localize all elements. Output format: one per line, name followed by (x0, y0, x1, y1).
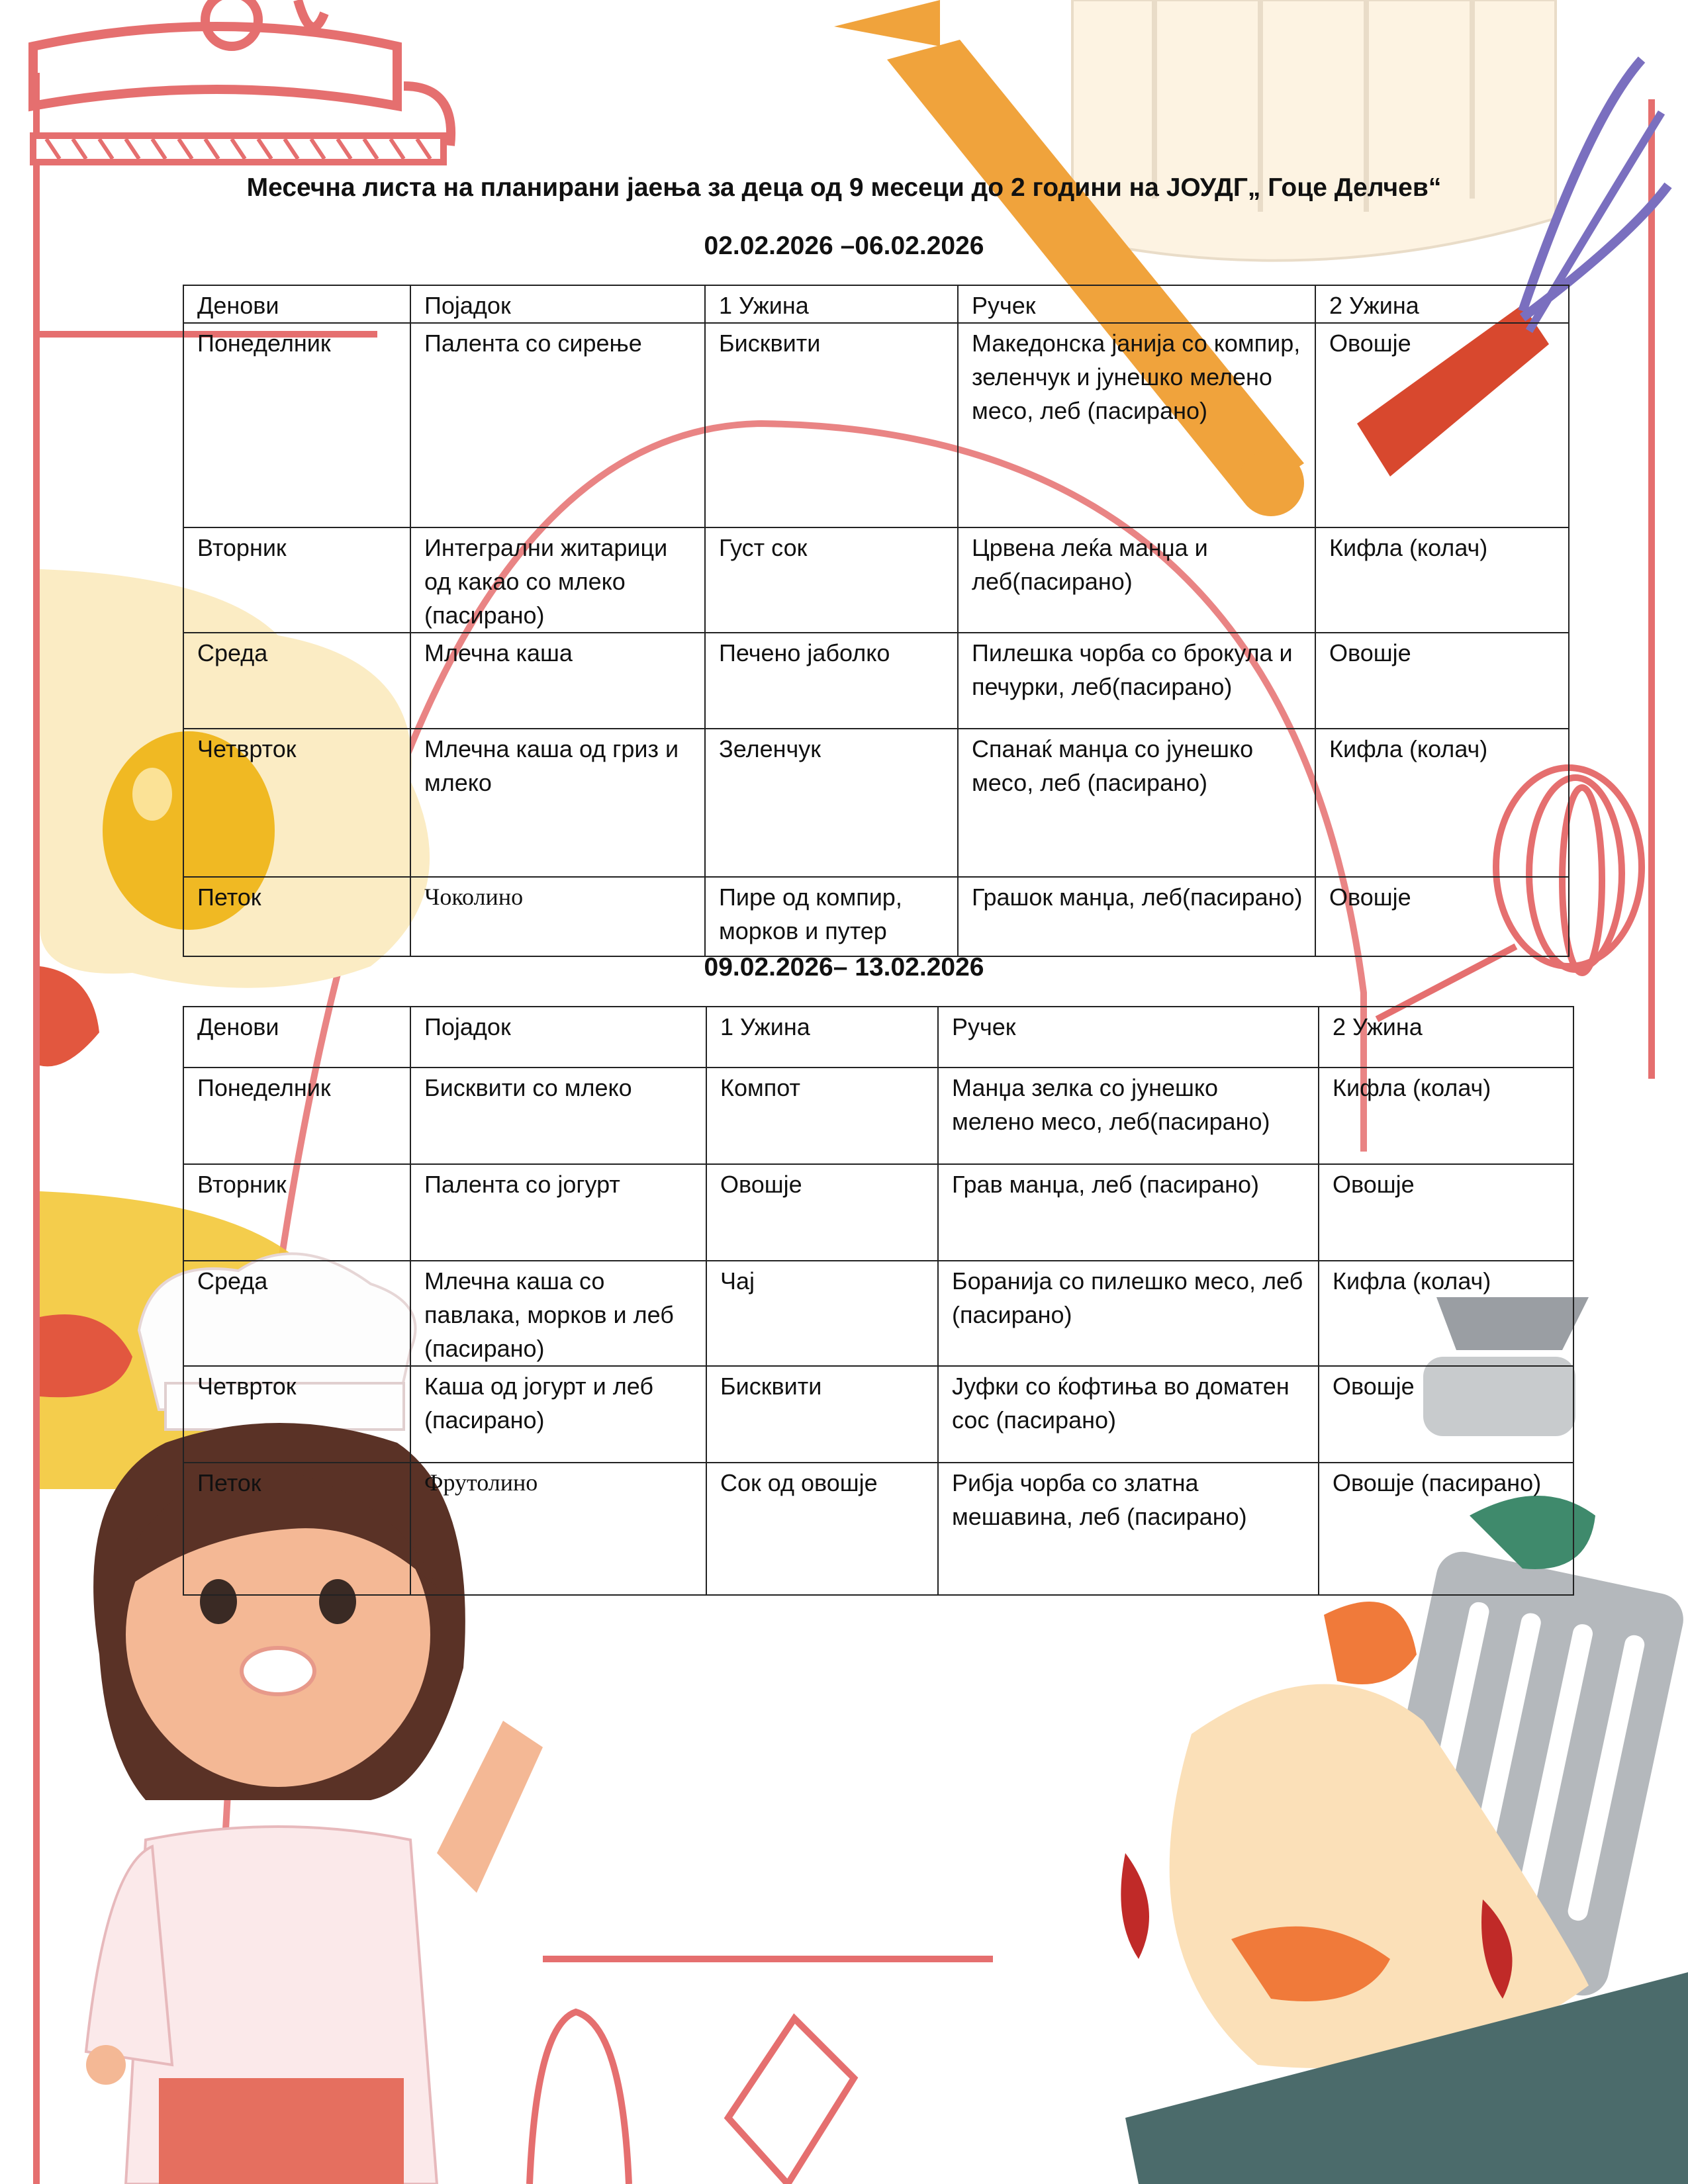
table-header-row (183, 1007, 1573, 1068)
breakfast-cell: Бисквити со млеко (410, 1068, 706, 1164)
week-2-menu-table (183, 1006, 1574, 1596)
snack-2-cell: Кифла (колач) (1319, 1261, 1573, 1366)
day-cell: Вторник (183, 527, 410, 633)
lunch-cell: Пилешка чорба со брокула и печурки, леб(пасирано) (958, 633, 1315, 729)
table-row (183, 877, 1569, 956)
lunch-cell: Македонска јанија со компир, зеленчук и јунешко мелено месо, леб (пасирано) (958, 323, 1315, 527)
table-row (183, 527, 1569, 633)
header-days: Денови (183, 1007, 410, 1068)
header-snack-2: 2 Ужина (1315, 285, 1569, 323)
table-row (183, 633, 1569, 729)
snack-1-cell: Густ сок (705, 527, 958, 633)
day-cell: Понеделник (183, 323, 410, 527)
breakfast-cell: Палента со јогурт (410, 1164, 706, 1261)
day-cell: Четврток (183, 1366, 410, 1463)
header-lunch: Ручек (938, 1007, 1319, 1068)
day-cell: Четврток (183, 729, 410, 877)
breakfast-cell: Млечна каша (410, 633, 705, 729)
snack-1-cell: Бисквити (706, 1366, 938, 1463)
snack-2-cell: Овошје (1319, 1164, 1573, 1261)
breakfast-cell: Интегрални житарици од какао со млеко (пасирано) (410, 527, 705, 633)
breakfast-cell: Фрутолино (410, 1463, 706, 1595)
table-row (183, 1463, 1573, 1595)
breakfast-cell: Млечна каша од гриз и млеко (410, 729, 705, 877)
day-cell: Среда (183, 633, 410, 729)
day-cell: Вторник (183, 1164, 410, 1261)
table-row (183, 1164, 1573, 1261)
snack-2-cell: Овошје (пасирано) (1319, 1463, 1573, 1595)
snack-2-cell: Овошје (1315, 323, 1569, 527)
header-breakfast: Појадок (410, 1007, 706, 1068)
lunch-cell: Грашок манџа, леб(пасирано) (958, 877, 1315, 956)
header-snack-1: 1 Ужина (705, 285, 958, 323)
snack-1-cell: Овошје (706, 1164, 938, 1261)
week-1-date-range: 02.02.2026 –06.02.2026 (704, 232, 984, 260)
snack-2-cell: Овошје (1315, 877, 1569, 956)
snack-1-cell: Сок од овошје (706, 1463, 938, 1595)
snack-2-cell: Овошје (1315, 633, 1569, 729)
table-row (183, 1366, 1573, 1463)
table-row (183, 323, 1569, 527)
header-lunch: Ручек (958, 285, 1315, 323)
week-2-date-range: 09.02.2026– 13.02.2026 (704, 953, 984, 981)
snack-1-cell: Бисквити (705, 323, 958, 527)
day-cell: Петок (183, 877, 410, 956)
document-title: Месечна листа на планирани јаења за деца од 9 месеци до 2 години на ЈОУДГ„ Гоце Делчев“ (246, 173, 1442, 202)
day-cell: Петок (183, 1463, 410, 1595)
header-breakfast: Појадок (410, 285, 705, 323)
table-row (183, 1261, 1573, 1366)
breakfast-cell: Млечна каша со павлака, морков и леб (пасирано) (410, 1261, 706, 1366)
snack-2-cell: Кифла (колач) (1315, 729, 1569, 877)
lunch-cell: Јуфки со ќофтиња во доматен сос (пасирано) (938, 1366, 1319, 1463)
snack-1-cell: Чај (706, 1261, 938, 1366)
header-snack-1: 1 Ужина (706, 1007, 938, 1068)
table-header-row (183, 285, 1569, 323)
week-1-menu-table (183, 285, 1570, 957)
snack-2-cell: Овошје (1319, 1366, 1573, 1463)
header-days: Денови (183, 285, 410, 323)
breakfast-cell: Каша од јогурт и леб (пасирано) (410, 1366, 706, 1463)
lunch-cell: Спанаќ манџа со јунешко месо, леб (пасирано) (958, 729, 1315, 877)
lunch-cell: Рибја чорба со златна мешавина, леб (пасирано) (938, 1463, 1319, 1595)
snack-1-cell: Зеленчук (705, 729, 958, 877)
snack-1-cell: Печено јаболко (705, 633, 958, 729)
breakfast-cell: Чоколино (410, 877, 705, 956)
snack-1-cell: Пире од компир, морков и путер (705, 877, 958, 956)
lunch-cell: Манџа зелка со јунешко мелено месо, леб(пасирано) (938, 1068, 1319, 1164)
snack-1-cell: Компот (706, 1068, 938, 1164)
header-snack-2: 2 Ужина (1319, 1007, 1573, 1068)
table-row (183, 729, 1569, 877)
breakfast-cell: Палента со сирење (410, 323, 705, 527)
snack-2-cell: Кифла (колач) (1315, 527, 1569, 633)
day-cell: Среда (183, 1261, 410, 1366)
table-row (183, 1068, 1573, 1164)
lunch-cell: Црвена леќа манџа и леб(пасирано) (958, 527, 1315, 633)
snack-2-cell: Кифла (колач) (1319, 1068, 1573, 1164)
lunch-cell: Грав манџа, леб (пасирано) (938, 1164, 1319, 1261)
day-cell: Понеделник (183, 1068, 410, 1164)
lunch-cell: Боранија со пилешко месо, леб (пасирано) (938, 1261, 1319, 1366)
